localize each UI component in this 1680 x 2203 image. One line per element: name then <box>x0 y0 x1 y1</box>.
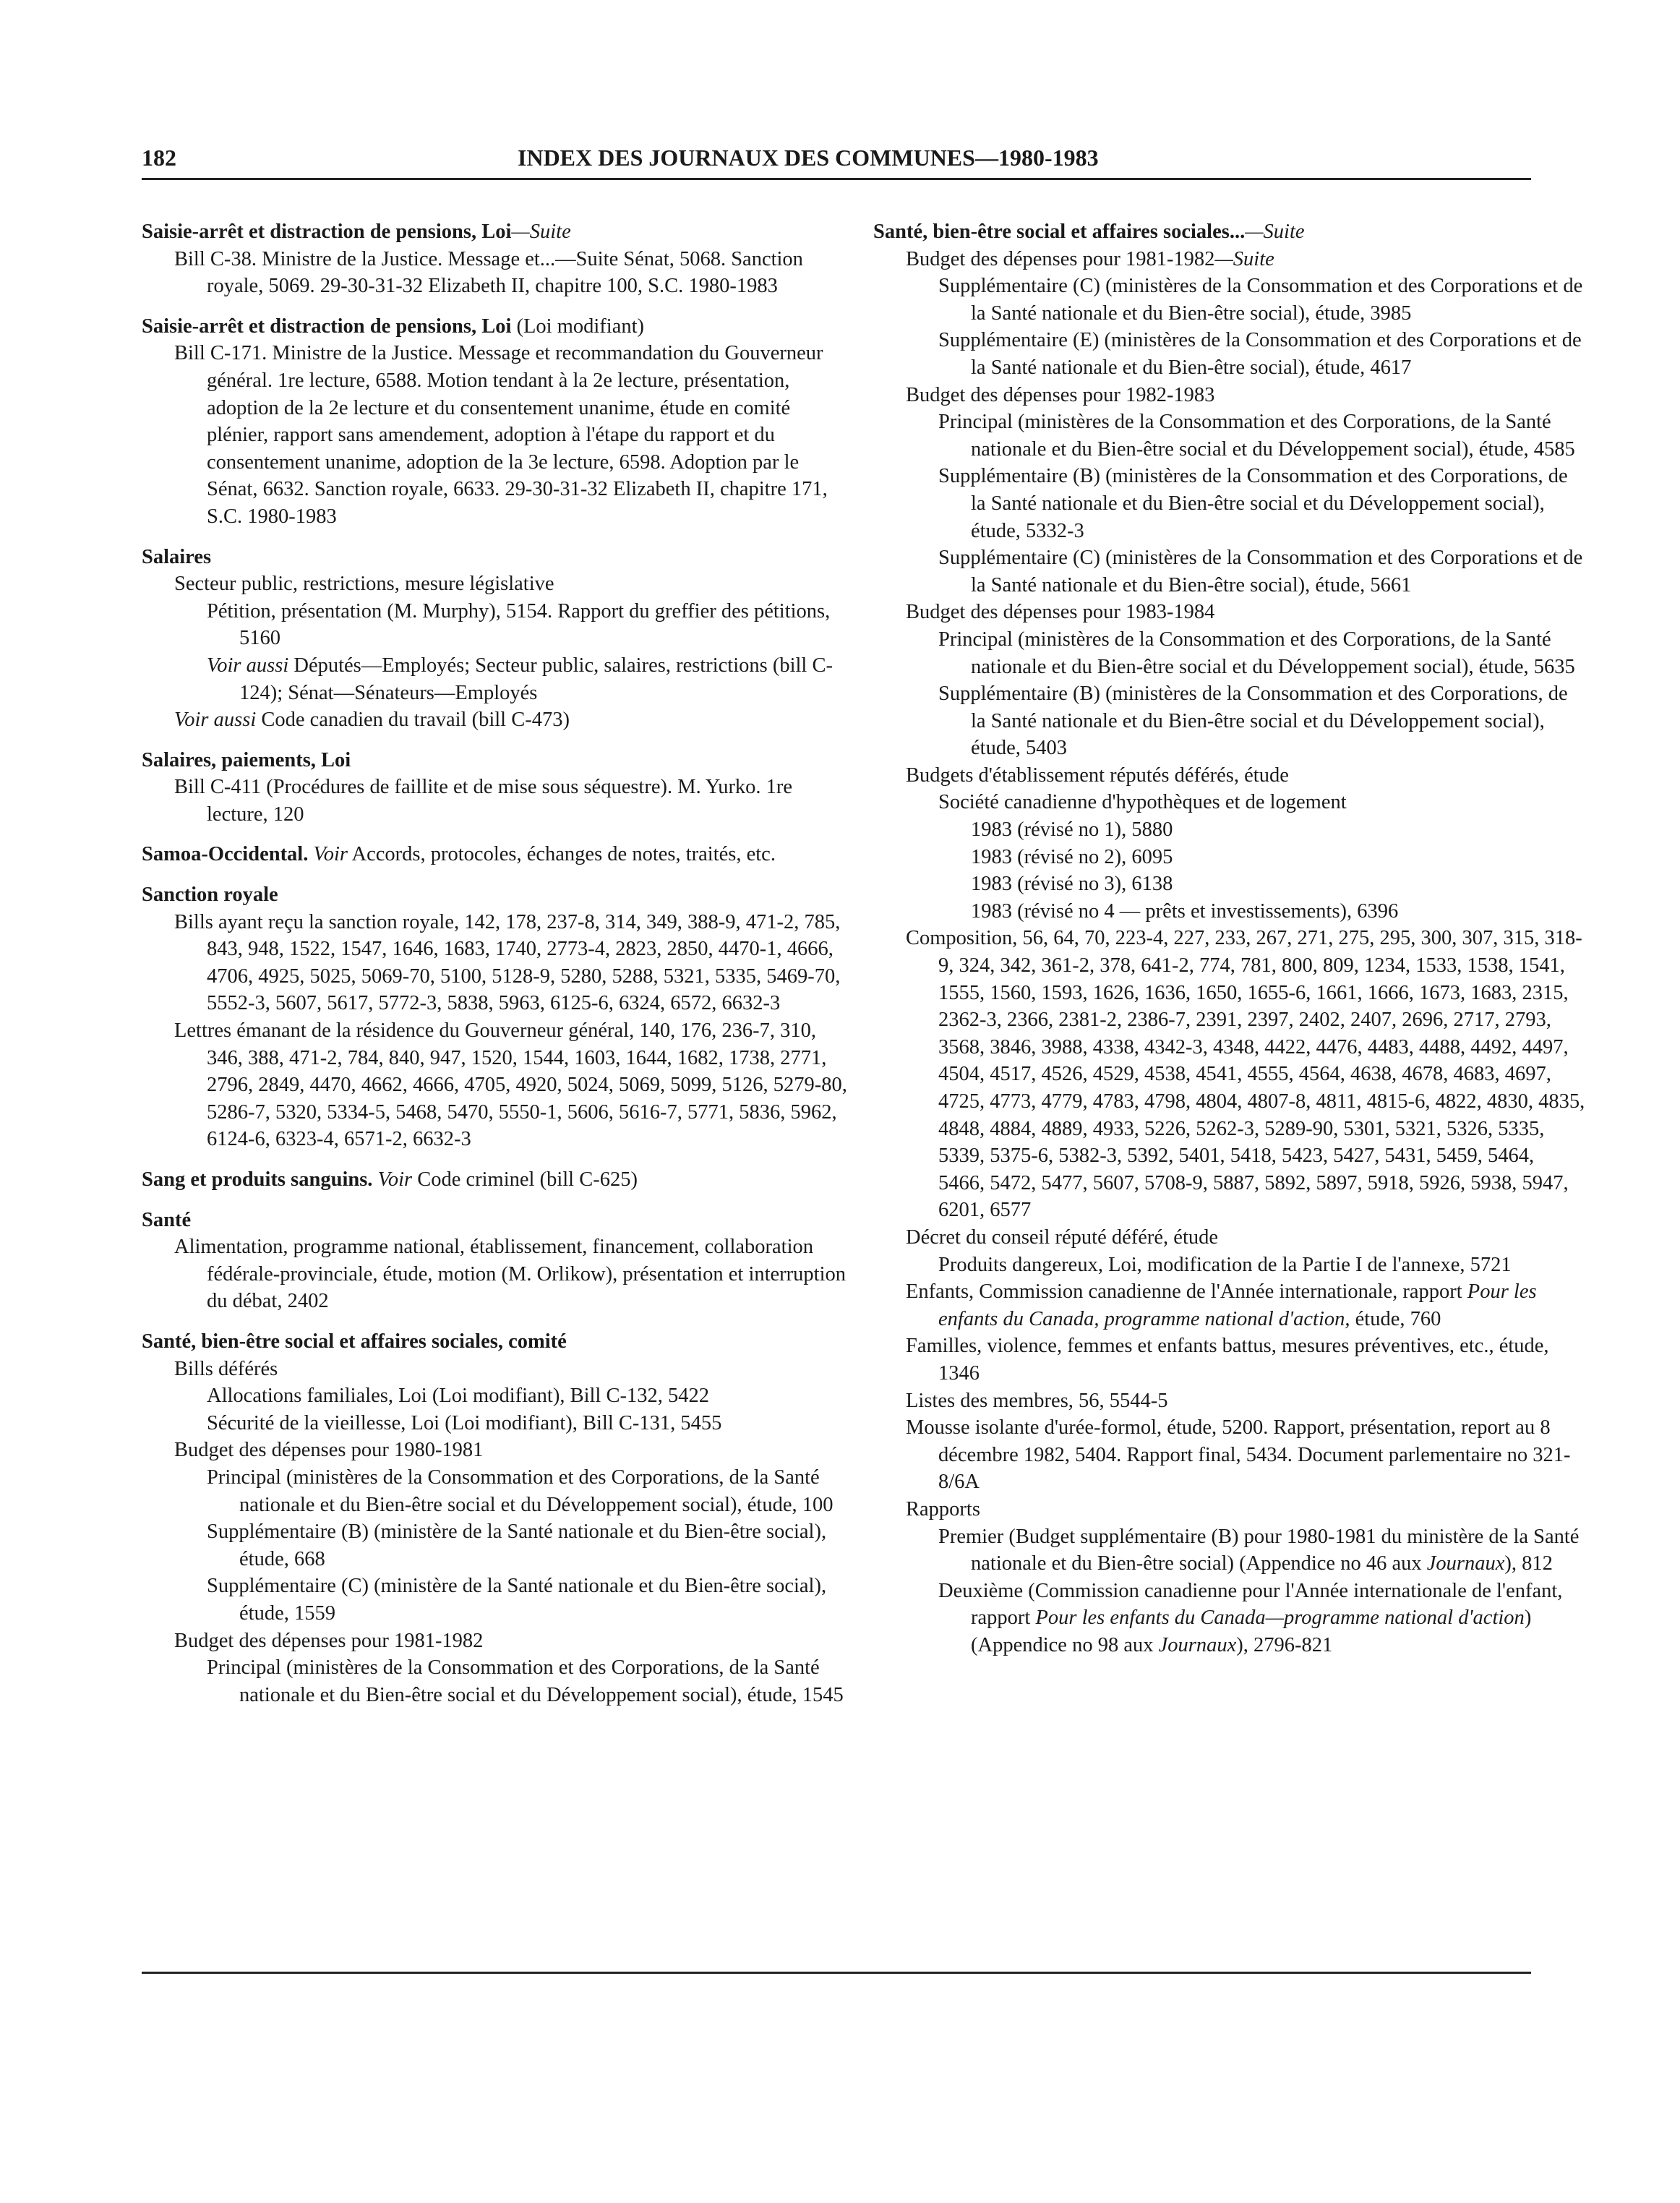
entry-headword: Sanction royale <box>142 884 278 907</box>
subentry-text: Deuxième (Commission canadienne pour l'Année internationale de l'enfant, rapport <box>938 1579 1563 1630</box>
entry-headword: Saisie-arrêt et distraction de pensions, Loi <box>142 221 512 243</box>
subentry-text: Code canadien du travail (bill C-473) <box>256 709 570 732</box>
subentry-text: Listes des membres, 56, 5544-5 <box>906 1389 1168 1412</box>
subentry-text: Bill C-171. Ministre de la Justice. Message et recommandation du Gouverneur général. 1re lecture, 6588. Motion tendant à la 2e lecture, présentation, adoption de la 2e lecture et du consentement unanime, étude en comité plénier, rapport sans amendement, adoption à l'étape du rapport et du consentement unanime, adoption de la 3e lecture, 6598. Adoption par le Sénat, 6632. Sanction royale, 6633. 29-30-31-32 Elizabeth II, chapitre 171, S.C. 1980-1983 <box>174 342 828 528</box>
subentry-line <box>873 1387 1585 1415</box>
subentry-line <box>873 1414 1585 1496</box>
subentry-text: Supplémentaire (C) (ministères de la Consommation et des Corporations et de la Santé nationale et du Bien-être social), étude, 3985 <box>938 275 1583 325</box>
subentry-line <box>142 1518 854 1573</box>
index-entry <box>142 1166 854 1194</box>
subentry-line <box>142 1654 854 1708</box>
subentry-text-cont: ), 2796-821 <box>1236 1633 1333 1656</box>
subentry-line <box>142 1356 854 1383</box>
subentry-text: Bills déférés <box>174 1357 278 1380</box>
cross-reference-label: Voir aussi <box>174 709 257 732</box>
subentry-line <box>142 1437 854 1464</box>
subentry-text: 1983 (révisé no 3), 6138 <box>971 873 1173 896</box>
subentry-text: Budget des dépenses pour 1982-1983 <box>906 383 1215 406</box>
subentry-line <box>873 816 1585 844</box>
subentry-line <box>142 246 854 300</box>
subentry-text: Lettres émanant de la résidence du Gouverneur général, 140, 176, 236-7, 310, 346, 388, 471-2, 784, 840, 947, 1520, 1544, 1603, 1644, 1682, 1738, 2771, 2796, 2849, 4470, 4662, 4666, 4705, 4920, 5024, 5069, 5099, 5126, 5279-80, 5286-7, 5320, 5334-5, 5468, 5470, 5550-1, 5606, 5616-7, 5771, 5836, 5962, 6124-6, 6323-4, 6571-2, 6632-3 <box>174 1019 847 1151</box>
index-entry <box>142 881 854 1153</box>
entry-heading <box>142 841 854 868</box>
subentry-line <box>873 844 1585 871</box>
index-entry <box>142 841 854 868</box>
subentry-line <box>873 626 1585 680</box>
subentry-text: Supplémentaire (C) (ministère de la Santé nationale et du Bien-être social), étude, 1559 <box>207 1575 827 1625</box>
cross-reference-target: Accords, protocoles, échanges de notes, traités, etc. <box>348 843 776 866</box>
subentry-line <box>873 273 1585 327</box>
entry-heading <box>873 218 1585 246</box>
subentry-line <box>142 340 854 530</box>
subentry-text: Familles, violence, femmes et enfants battus, mesures préventives, etc., étude, 1346 <box>906 1335 1549 1385</box>
subentry-line <box>142 570 854 598</box>
subentry-line <box>142 1573 854 1627</box>
subentry-line <box>873 1578 1585 1659</box>
subentry-line <box>142 774 854 828</box>
heading-suffix: (Loi modifiant) <box>511 315 645 338</box>
index-entry <box>142 218 854 300</box>
subentry-text: Principal (ministères de la Consommation et des Corporations, de la Santé nationale et du Bien-être social et du Développement social), étude, 1545 <box>207 1656 844 1706</box>
cross-reference-label: Voir <box>313 843 348 866</box>
subentry-text: Députés—Employés; Secteur public, salaires, restrictions (bill C-124); Sénat—Sénateurs—Employés <box>239 654 833 704</box>
subentry-line <box>142 909 854 1017</box>
subentry-text: Principal (ministères de la Consommation et des Corporations, de la Santé nationale et du Bien-être social et du Développement social), étude, 5635 <box>938 628 1575 678</box>
footer-rule <box>142 1972 1531 1974</box>
subentry-line <box>873 1496 1585 1523</box>
subentry-text: Budget des dépenses pour 1981-1982 <box>906 247 1215 270</box>
subentry-line <box>142 1410 854 1437</box>
cross-reference-target: Code criminel (bill C-625) <box>412 1168 638 1191</box>
entry-heading <box>142 747 854 774</box>
cross-reference-label: Voir <box>377 1168 413 1191</box>
subentry-line <box>142 1382 854 1410</box>
subentry-text: Décret du conseil réputé déféré, étude <box>906 1225 1219 1249</box>
subentry-line <box>873 408 1585 463</box>
subentry-text-cont: étude, 760 <box>1350 1307 1441 1330</box>
subentry-line <box>873 246 1585 273</box>
entry-headword: Sang et produits sanguins. <box>142 1168 373 1191</box>
subentry-line <box>873 1523 1585 1578</box>
left-column <box>142 218 854 1721</box>
entry-heading <box>142 218 854 246</box>
subentry-line <box>873 898 1585 925</box>
entry-headword: Salaires, paiements, Loi <box>142 748 351 771</box>
subentry-text: Supplémentaire (B) (ministère de la Santé nationale et du Bien-être social), étude, 668 <box>207 1520 827 1570</box>
entry-headword: Saisie-arrêt et distraction de pensions, Loi <box>142 315 512 338</box>
subentry-text: Supplémentaire (C) (ministères de la Consommation et des Corporations et de la Santé nationale et du Bien-être social), étude, 5661 <box>938 547 1583 596</box>
running-title: INDEX DES JOURNAUX DES COMMUNES—1980-1983 <box>518 145 1099 171</box>
subentry-text: Bills ayant reçu la sanction royale, 142, 178, 237-8, 314, 349, 388-9, 471-2, 785, 843, 948, 1522, 1547, 1646, 1683, 1740, 2773-4, 2823, 2850, 4470-1, 4666, 4706, 4925, 5025, 5069-70, 5100, 5128-9, 5280, 5288, 5321, 5335, 5469-70, 5552-3, 5607, 5617, 5772-3, 5838, 5963, 6125-6, 6324, 6572, 6632-3 <box>174 910 841 1015</box>
entry-headword: Santé, bien-être social et affaires sociales, comité <box>142 1330 567 1353</box>
entry-heading <box>142 881 854 909</box>
subentry-line <box>142 706 854 734</box>
subentry-text: Secteur public, restrictions, mesure législative <box>174 573 554 596</box>
subentry-suffix: —Suite <box>1214 247 1274 270</box>
subentry-text: Rapports <box>906 1497 980 1520</box>
subentry-text: Alimentation, programme national, établissement, financement, collaboration fédérale-provinciale, étude, motion (M. Orlikow), présentation et interruption du débat, 2402 <box>174 1236 847 1313</box>
heading-suffix: —Suite <box>511 221 571 243</box>
subentry-text: Budgets d'établissement réputés déférés, étude <box>906 763 1289 787</box>
subentry-line <box>873 870 1585 898</box>
subentry-line <box>873 463 1585 544</box>
subentry-text: 1983 (révisé no 2), 6095 <box>971 845 1173 868</box>
right-column <box>873 218 1585 1672</box>
index-entry <box>142 544 854 734</box>
entry-heading <box>142 313 854 341</box>
subentry-text: Produits dangereux, Loi, modification de la Partie I de l'annexe, 5721 <box>938 1253 1512 1276</box>
subentry-text: Allocations familiales, Loi (Loi modifiant), Bill C-132, 5422 <box>207 1385 709 1408</box>
header-rule <box>142 178 1531 180</box>
index-entry <box>873 218 1585 1659</box>
subentry-text: Budget des dépenses pour 1983-1984 <box>906 601 1215 624</box>
subentry-text: Budget des dépenses pour 1980-1981 <box>174 1439 484 1462</box>
subentry-text: Sécurité de la vieillesse, Loi (Loi modifiant), Bill C-131, 5455 <box>207 1411 722 1434</box>
entry-headword: Santé, bien-être social et affaires sociales... <box>873 221 1246 243</box>
italic-title: Pour les enfants du Canada, programme national d'action, <box>938 1280 1537 1330</box>
entry-headword: Santé <box>142 1208 192 1231</box>
index-entry <box>142 313 854 531</box>
index-entry <box>142 1328 854 1708</box>
entry-heading <box>142 1328 854 1356</box>
subentry-line <box>873 680 1585 762</box>
subentry-text: Supplémentaire (B) (ministères de la Consommation et des Corporations, de la Santé nationale et du Bien-être social et du Développement social), étude, 5403 <box>938 683 1568 760</box>
subentry-line <box>873 762 1585 790</box>
italic-title: Journaux <box>1158 1633 1237 1656</box>
subentry-text-cont: ), 812 <box>1504 1552 1553 1575</box>
entry-heading <box>142 1166 854 1194</box>
entry-heading <box>142 1207 854 1234</box>
subentry-text: Composition, 56, 64, 70, 223-4, 227, 233, 267, 271, 275, 295, 300, 307, 315, 318-9, 324, 342, 361-2, 378, 641-2, 774, 781, 800, 809, 1234, 1533, 1538, 1541, 1555, 1560, 1593, 1626, 1636, 1650, 1655-6, 1661, 1666, 1673, 1683, 2315, 2362-3, 2366, 2381-2, 2386-7, 2391, 2397, 2402, 2407, 2696, 2717, 2793, 3568, 3846, 3988, 4338, 4342-3, 4348, 4422, 4476, 4483, 4488, 4492, 4497, 4504, 4517, 4526, 4529, 4538, 4541, 4555, 4564, 4638, 4678, 4683, 4697, 4725, 4773, 4779, 4783, 4798, 4804, 4807-8, 4811, 4815-6, 4822, 4830, 4835, 4848, 4884, 4889, 4933, 5226, 5262-3, 5289-90, 5301, 5321, 5326, 5335, 5339, 5375-6, 5382-3, 5392, 5401, 5418, 5423, 5427, 5431, 5459, 5464, 5466, 5472, 5477, 5607, 5708-9, 5887, 5892, 5897, 5918, 5926, 5938, 5947, 6201, 6577 <box>906 927 1585 1222</box>
subentry-line <box>873 599 1585 626</box>
subentry-text: 1983 (révisé no 1), 5880 <box>971 818 1173 842</box>
subentry-line <box>873 1224 1585 1252</box>
heading-suffix: —Suite <box>1245 221 1305 243</box>
subentry-text-cont: ) (Appendice no 98 aux <box>971 1607 1532 1656</box>
subentry-line <box>873 382 1585 409</box>
subentry-text: Pétition, présentation (M. Murphy), 5154. Rapport du greffier des pétitions, 5160 <box>207 599 831 650</box>
subentry-text: Principal (ministères de la Consommation et des Corporations, de la Santé nationale et du Bien-être social et du Développement social), étude, 100 <box>207 1466 833 1516</box>
subentry-line <box>873 789 1585 816</box>
subentry-text: Principal (ministères de la Consommation et des Corporations, de la Santé nationale et du Bien-être social et du Développement social), étude, 4585 <box>938 411 1575 461</box>
index-entry <box>142 1207 854 1315</box>
subentry-text: Bill C-411 (Procédures de faillite et de mise sous séquestre). M. Yurko. 1re lecture, 120 <box>174 776 793 826</box>
subentry-line <box>142 1464 854 1518</box>
subentry-line <box>142 1233 854 1315</box>
subentry-line <box>873 1333 1585 1387</box>
subentry-text: Mousse isolante d'urée-formol, étude, 5200. Rapport, présentation, report au 8 décembre 1982, 5404. Rapport final, 5434. Document parlementaire no 321-8/6A <box>906 1416 1571 1494</box>
subentry-text: 1983 (révisé no 4 — prêts et investissements), 6396 <box>971 899 1399 923</box>
subentry-line <box>873 327 1585 381</box>
subentry-line <box>142 1627 854 1655</box>
entry-heading <box>142 544 854 571</box>
subentry-line <box>873 1252 1585 1279</box>
subentry-line <box>873 925 1585 1224</box>
subentry-text: Société canadienne d'hypothèques et de logement <box>938 791 1347 814</box>
entry-headword: Salaires <box>142 545 212 568</box>
subentry-line <box>873 1278 1585 1333</box>
italic-title: Journaux <box>1426 1552 1505 1575</box>
subentry-text: Bill C-38. Ministre de la Justice. Message et...—Suite Sénat, 5068. Sanction royale, 5069. 29-30-31-32 Elizabeth II, chapitre 100, S.C. 1980-1983 <box>174 247 803 298</box>
page-header <box>142 145 1531 181</box>
subentry-text: Supplémentaire (E) (ministères de la Consommation et des Corporations et de la Santé nationale et du Bien-être social), étude, 4617 <box>938 329 1582 379</box>
subentry-line <box>142 598 854 652</box>
italic-title: Pour les enfants du Canada—programme national d'action <box>1035 1607 1525 1630</box>
subentry-line <box>142 1017 854 1153</box>
subentry-text: Supplémentaire (B) (ministères de la Consommation et des Corporations, de la Santé nationale et du Bien-être social et du Développement social), étude, 5332-3 <box>938 465 1568 542</box>
subentry-line <box>142 652 854 706</box>
index-entry <box>142 747 854 829</box>
subentry-line <box>873 544 1585 599</box>
cross-reference-label: Voir aussi <box>207 654 289 677</box>
entry-headword: Samoa-Occidental. <box>142 843 309 866</box>
subentry-text: Enfants, Commission canadienne de l'Année internationale, rapport <box>906 1280 1462 1304</box>
page-number: 182 <box>142 145 176 171</box>
subentry-text: Budget des dépenses pour 1981-1982 <box>174 1629 484 1652</box>
subentry-text: Premier (Budget supplémentaire (B) pour 1980-1981 du ministère de la Santé nationale et du Bien-être social) (Appendice no 46 aux <box>938 1525 1580 1575</box>
